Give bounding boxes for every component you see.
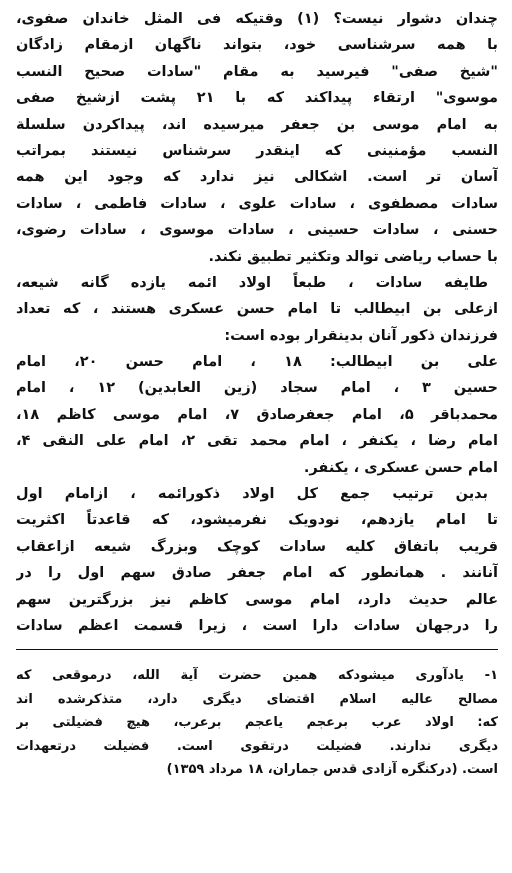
text-line: ازعلی بن ابیطالب تا امام حسن عسکری هستند ، که تعداد [16, 301, 498, 318]
footnote-divider [16, 649, 498, 650]
footnote-line: دیگری ندارند. فضیلت درتقوی است. فضیلت درتعهدات [16, 738, 498, 754]
text-line: النسب مؤمنینی که اینقدر سرشناس نیستند بمراتب [16, 142, 498, 159]
text-line: موسوی" ارتقاء پیداکند که با ۲۱ پشت ازشیخ صفی [16, 90, 498, 107]
text-line: را درجهان سادات دارا است ، زیرا قسمت اعظم سادات [16, 617, 498, 634]
text-line: امام حسن عسکری ، یکنفر. [303, 459, 498, 476]
text-line: حسین ۳ ، امام سجاد (زین العابدین) ۱۲ ، امام [16, 380, 498, 397]
text-line: امام رضا ، یکنفر ، امام محمد تقی ۲، امام علی النقی ۴، [16, 433, 498, 450]
text-line: تا امام یازدهم، نودویک نفرمیشود، که قاعدتاً اکثریت [16, 512, 498, 529]
text-line: بدین ترتیب جمع کل اولاد ذکورائمه ، ازامام اول [16, 486, 488, 503]
text-line: به امام موسی بن جعفر میرسیده اند، پیداکردن سلسلة [16, 116, 498, 133]
text-line: آنانند . همانطور که امام جعفر صادق سهم اول را در [16, 565, 498, 582]
text-line: محمدباقر ۵، امام جعفرصادق ۷، امام موسی کاظم ۱۸، [16, 406, 498, 423]
text-line: حسنی ، سادات حسینی ، سادات موسوی ، سادات رضوی، [16, 222, 498, 239]
text-line: با حساب ریاضی توالد وتکثیر تطبیق نکند. [208, 248, 498, 265]
text-line: قریب باتفاق کلیه سادات کوچک وبزرگ شیعه ازاعقاب [16, 538, 498, 555]
text-line: "شیخ صفی" فیرسید به مقام "سادات صحیح النسب [16, 63, 498, 80]
footnote-line: مصالح عالیه اسلام اقتضای دیگری دارد، متذکرشده اند [16, 691, 498, 707]
footnote [16, 664, 498, 781]
text-line: علی بن ابیطالب: ۱۸ ، امام حسن ۲۰، امام [16, 354, 498, 371]
text-line: سادات مصطفوی ، سادات علوی ، سادات فاطمی ، سادات [16, 195, 498, 212]
main-text [16, 6, 498, 639]
text-line: چندان دشوار نیست؟ (۱) وقتیکه فی المثل خاندان صفوی، [16, 11, 498, 27]
text-line: طایفه سادات ، طبعاً اولاد ائمه یازده گانه شیعه، [16, 274, 488, 291]
text-line: با همه سرشناسی خود، بتواند ناگهان ازمقام زادگان [16, 37, 498, 54]
text-line: فرزندان ذکور آنان بدینقرار بوده است: [224, 327, 498, 344]
footnote-line: است. (درکنگره آزادی قدس جماران، ۱۸ مرداد ۱۳۵۹) [166, 761, 498, 777]
footnote-line: ۱- یادآوری میشودکه همین حضرت آیة الله، درموقعی که [16, 668, 498, 684]
text-line: عالم حدیث دارد، امام موسی کاظم نیز بزرگترین سهم [16, 591, 498, 608]
footnote-line: که: اولاد عرب برعجم یاعجم برعرب، هیچ فضیلتی بر [16, 715, 498, 731]
text-line: آسان تر است. اشکالی نیز ندارد که وجود این همه [16, 169, 498, 186]
